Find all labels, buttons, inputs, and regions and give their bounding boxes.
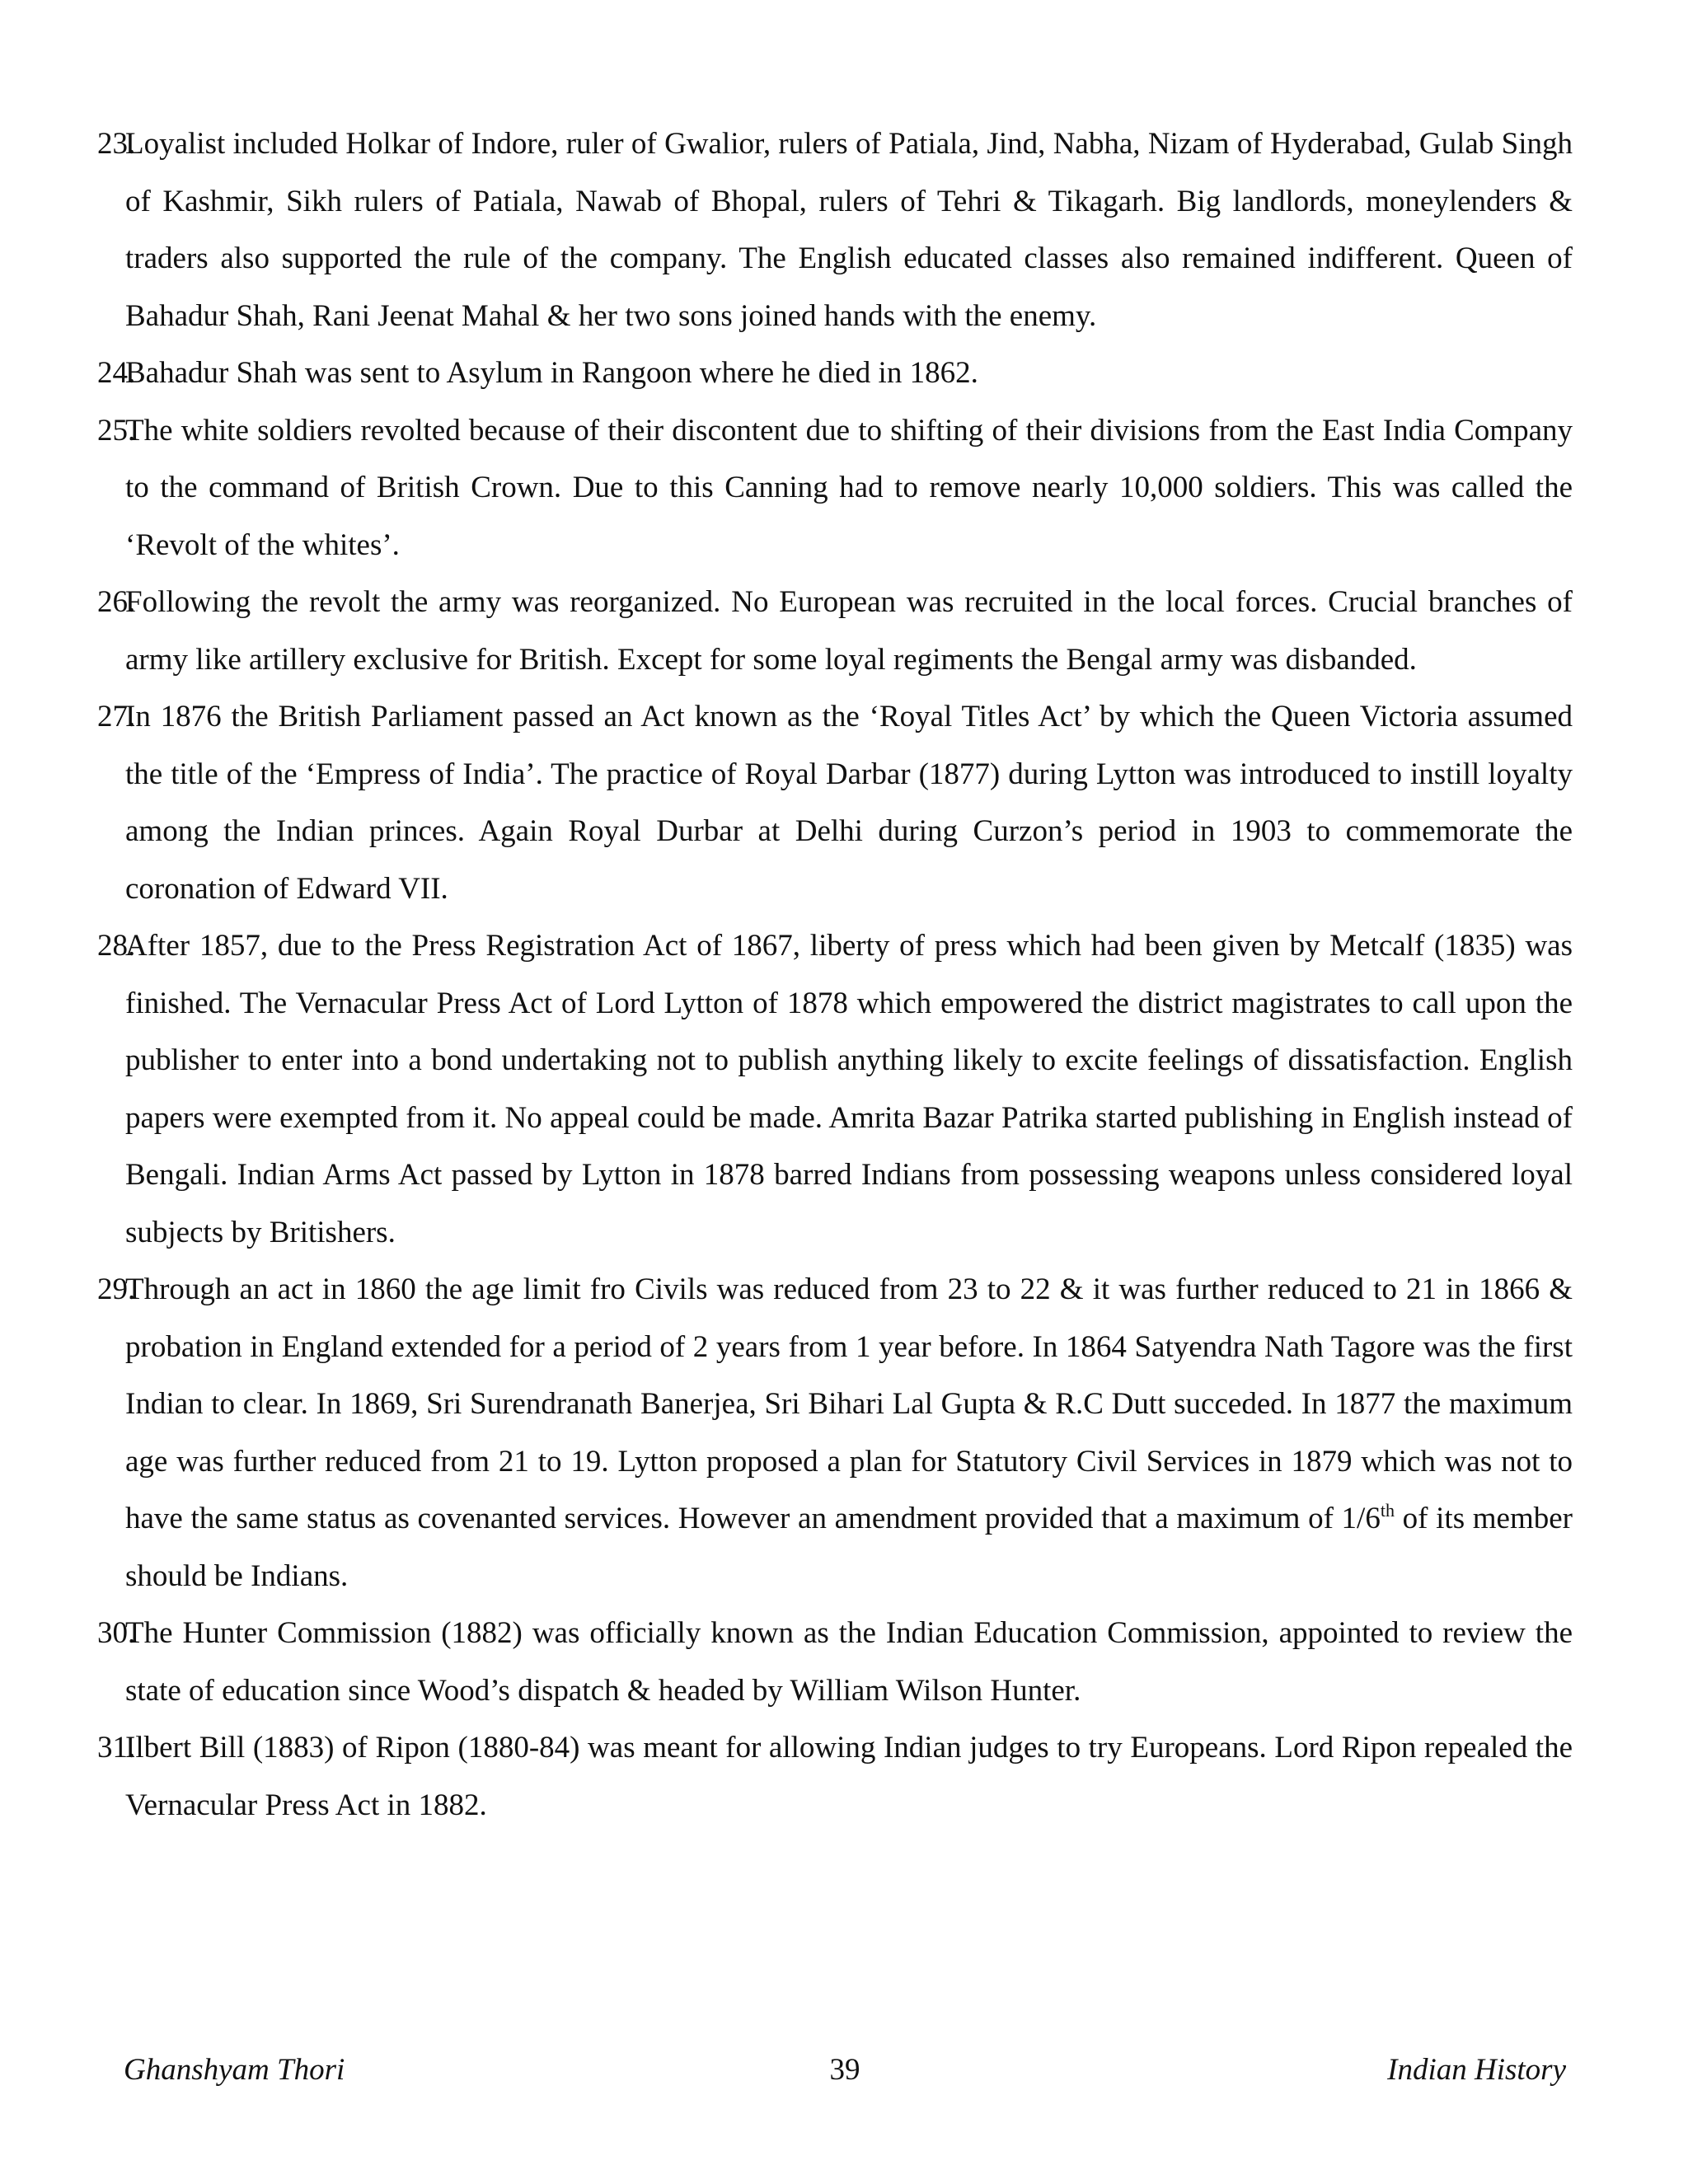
page-footer	[124, 2052, 1566, 2088]
item-number: 27.	[97, 700, 136, 733]
item-number: 24.	[97, 356, 136, 390]
list-item-31	[97, 1719, 1573, 1834]
list-item-26	[97, 574, 1573, 688]
superscript-th: th	[1380, 1500, 1395, 1521]
item-number: 23.	[97, 127, 136, 161]
list-item-24	[97, 344, 1573, 402]
footer-author: Ghanshyam Thori	[124, 2053, 345, 2087]
numbered-list	[97, 115, 1573, 1834]
item-text: In 1876 the British Parliament passed an Act known as the ‘Royal Titles Act’ by which the Queen Victoria assumed the title of the ‘Empress of India’. The practice of Royal Darbar (1877) during Lytton was introduced to instill loyalty among the Indian princes. Again Royal Durbar at Delhi during Curzon’s period in 1903 to commemorate the coronation of Edward VII.	[125, 700, 1573, 906]
item-text-continued: of its member should be Indians.	[125, 1502, 1573, 1593]
item-number: 26.	[97, 585, 136, 619]
item-number: 31.	[97, 1731, 136, 1765]
item-text: Loyalist included Holkar of Indore, ruler of Gwalior, rulers of Patiala, Jind, Nabha, Nizam of Hyderabad, Gulab Singh of Kashmir, Sikh rulers of Patiala, Nawab of Bhopal, rulers of Tehri & Tikagarh. Big landlords, moneylenders & traders also supported the rule of the company. The English educated classes also remained indifferent. Queen of Bahadur Shah, Rani Jeenat Mahal & her two sons joined hands with the enemy.	[125, 127, 1573, 333]
list-item-25	[97, 402, 1573, 574]
list-item-29	[97, 1261, 1573, 1605]
list-item-23	[97, 115, 1573, 344]
item-number: 30.	[97, 1616, 136, 1650]
item-text: Through an act in 1860 the age limit fro Civils was reduced from 23 to 22 & it was further reduced to 21 in 1866 & probation in England extended for a period of 2 years from 1 year before. In 1864 Satyendra Nath Tagore was the first Indian to clear. In 1869, Sri Surendranath Banerjea, Sri Bihari Lal Gupta & R.C Dutt succeded. In 1877 the maximum age was further reduced from 21 to 19. Lytton proposed a plan for Statutory Civil Services in 1879 which was not to have the same status as covenanted services. However an amendment provided that a maximum of 1/6	[125, 1272, 1573, 1535]
item-text: Bahadur Shah was sent to Asylum in Rangoon where he died in 1862.	[125, 356, 978, 390]
item-text: After 1857, due to the Press Registration Act of 1867, liberty of press which had been given by Metcalf (1835) was finished. The Vernacular Press Act of Lord Lytton of 1878 which empowered the district magistrates to call upon the publisher to enter into a bond undertaking not to publish anything likely to excite feelings of dissatisfaction. English papers were exempted from it. No appeal could be made. Amrita Bazar Patrika started publishing in English instead of Bengali. Indian Arms Act passed by Lytton in 1878 barred Indians from possessing weapons unless considered loyal subjects by Britishers.	[125, 929, 1573, 1249]
list-item-28	[97, 917, 1573, 1261]
item-number: 28.	[97, 929, 136, 963]
item-text: The white soldiers revolted because of their discontent due to shifting of their divisions from the East India Company to the command of British Crown. Due to this Canning had to remove nearly 10,000 soldiers. This was called the ‘Revolt of the whites’.	[125, 413, 1573, 562]
item-number: 29.	[97, 1272, 136, 1306]
list-item-27	[97, 688, 1573, 917]
footer-page-number: 39	[829, 2053, 860, 2087]
item-text: Following the revolt the army was reorganized. No European was recruited in the local forces. Crucial branches of army like artillery exclusive for British. Except for some loyal regiments the Bengal army was disbanded.	[125, 585, 1573, 677]
item-number: 25.	[97, 413, 136, 448]
list-item-30	[97, 1605, 1573, 1719]
footer-subject: Indian History	[1387, 2053, 1566, 2087]
item-text: Ilbert Bill (1883) of Ripon (1880-84) was meant for allowing Indian judges to try Europeans. Lord Ripon repealed the Vernacular Press Act in 1882.	[125, 1731, 1573, 1822]
item-text: The Hunter Commission (1882) was officially known as the Indian Education Commission, appointed to review the state of education since Wood’s dispatch & headed by William Wilson Hunter.	[125, 1616, 1573, 1708]
